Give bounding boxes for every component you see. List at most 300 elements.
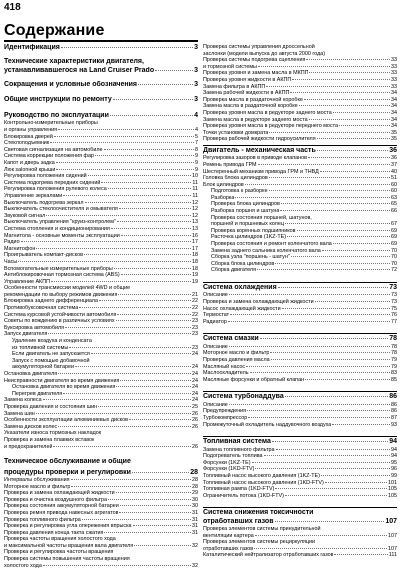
toc-page-number: 69 [391, 241, 397, 248]
toc-page-number: 107 [388, 532, 397, 539]
toc-page-number: 19 [192, 278, 198, 285]
toc-page-number: 63 [391, 194, 397, 201]
toc-page-number: 33 [391, 83, 397, 90]
toc-entry-title: Регулировка положения сидений [4, 173, 87, 180]
toc-page-number: 37 [391, 161, 397, 168]
toc-entry-title: Проверка давления конца такта сжатия [4, 529, 104, 536]
toc-entry [4, 563, 198, 570]
toc-page-number: 5 [195, 133, 198, 140]
toc-entry-title: Капот и дверь задка [4, 160, 55, 166]
toc-entry-title: Промежуточный охладитель наддувочного воздуха [203, 421, 332, 428]
toc-entry-title: Проверка состояния и ремонт коленчатого вала [211, 241, 332, 248]
toc-section-heading [4, 112, 198, 120]
toc-entry [4, 239, 198, 246]
toc-page-number: 105 [388, 492, 397, 499]
toc-entry-title: Запуск с помощью добавочной [12, 357, 90, 364]
toc-entry-title: Регулировка положения рулевого колеса [4, 186, 107, 193]
toc-entry [4, 397, 198, 404]
toc-entry-title: Замена фильтра в АКПП [203, 83, 266, 90]
toc-entry [4, 186, 198, 193]
dot-leader [250, 372, 390, 373]
dot-leader [292, 79, 390, 80]
toc-page-number: 24 [192, 351, 198, 358]
toc-entry [4, 252, 198, 259]
toc-page-number: 70 [391, 260, 397, 267]
toc-entry [203, 162, 397, 169]
toc-page-number: 33 [391, 70, 397, 77]
toc-page-number: 36 [391, 155, 397, 162]
toc-entry [203, 526, 397, 533]
dot-leader [119, 208, 191, 209]
dot-leader [71, 486, 191, 487]
toc-entry [203, 84, 397, 91]
dot-leader [309, 72, 390, 73]
spacer [203, 383, 397, 389]
dot-leader [308, 157, 390, 158]
toc-entry [203, 350, 397, 357]
toc-entry-title: Термостат [203, 312, 230, 319]
toc-entry [203, 473, 397, 480]
toc-entry-title: Проверка давления и состояния шин [4, 403, 98, 410]
toc-entry [203, 261, 397, 268]
toc-entry-title: Проверка топливного фильтра [4, 516, 81, 523]
toc-entry-title: Особенности эксплуатации алюминиевых дисков [4, 417, 128, 424]
toc-entry [4, 167, 198, 174]
toc-entry-title: Замена масла в раздаточной коробке [203, 103, 298, 110]
toc-page-number: 70 [391, 247, 397, 254]
page-title: Содержание [4, 22, 105, 39]
toc-entry-title: Проверка коренных подшипников [211, 227, 296, 234]
toc-page-number: 107 [385, 517, 397, 525]
dot-leader [53, 446, 191, 447]
toc-entry [4, 437, 198, 444]
toc-entry-title: Радио [4, 239, 20, 246]
toc-entry [203, 546, 397, 553]
dot-leader [264, 455, 390, 456]
dot-leader [254, 548, 387, 549]
toc-entry [203, 539, 397, 546]
toc-entry [4, 200, 198, 207]
toc-section-heading [203, 335, 397, 343]
toc-entry-title: Сборка узла "поршень - шатун" [211, 254, 290, 261]
toc-entry [203, 64, 397, 71]
dot-leader [334, 554, 387, 555]
toc-entry-title: Проверка ремня привода навесных агрегатов [4, 509, 119, 516]
dot-leader [58, 129, 194, 130]
dot-leader [270, 352, 390, 353]
dot-leader [297, 230, 390, 231]
dot-leader [229, 404, 390, 405]
toc-page-number: 3 [194, 81, 198, 89]
toc-entry [4, 497, 198, 504]
toc-entry-title: Проверка и замена охлаждающей жидкости [203, 299, 314, 305]
toc-entry [203, 201, 397, 208]
dot-leader [291, 256, 390, 257]
toc-entry-title: Сборка двигателя [211, 267, 256, 274]
toc-entry-title: Замена масла в редукторе заднего моста [203, 116, 308, 123]
toc-entry-title: Антиблокировочная тормозная система (ABS) [4, 272, 120, 279]
toc-page-number: 72 [391, 267, 397, 274]
toc-entry-title: Ремень привода ГРМ [203, 161, 257, 168]
toc-entry-title: Советы по вождению в различных условиях [4, 318, 115, 325]
dot-leader [228, 321, 390, 322]
toc-entry-title: Идентификация [4, 44, 60, 51]
toc-entry [203, 370, 397, 377]
dot-leader [258, 66, 390, 67]
toc-entry-title: Проверка масла в раздаточной коробке [203, 96, 303, 103]
dot-leader [121, 274, 191, 275]
dot-leader [117, 314, 191, 315]
toc-entry-title: Блокировка заднего дифференциала [4, 298, 99, 305]
toc-entry [203, 57, 397, 64]
toc-page-number: 28 [190, 468, 198, 476]
toc-entry [4, 219, 198, 226]
toc-entry [203, 97, 397, 104]
toc-entry [4, 259, 198, 266]
toc-entry-title: Интервалы обслуживания [4, 476, 70, 483]
toc-page-number: 35 [391, 129, 397, 136]
toc-entry [203, 248, 397, 255]
toc-page-number: 30 [192, 503, 198, 510]
toc-entry [203, 377, 397, 384]
toc-entry-title: Управление зеркалами [4, 192, 63, 199]
toc-entry-title: Насос охлаждающей жидкости [203, 305, 281, 312]
toc-entry [4, 477, 198, 484]
toc-page-number: 28 [192, 483, 198, 490]
dot-leader [321, 475, 390, 476]
toc-entry [4, 378, 198, 385]
toc-entry-title: аккумуляторной батареи [12, 364, 74, 371]
toc-entry [203, 402, 397, 409]
toc-entry-title: Система смазки [203, 335, 259, 343]
toc-page-number: 18 [192, 252, 198, 259]
toc-entry-title: Радиатор [203, 318, 227, 325]
dot-leader [133, 525, 191, 526]
toc-section-heading [203, 509, 397, 517]
toc-entry [4, 325, 198, 332]
dot-leader [275, 488, 387, 489]
toc-page-number: 22 [192, 305, 198, 312]
toc-entry-title: Световая сигнализация на автомобиле [4, 146, 103, 153]
dot-leader [272, 441, 388, 442]
dot-leader [230, 314, 390, 315]
toc-entry-title: Замена колеса [4, 397, 42, 404]
spacer [4, 104, 198, 110]
dot-leader [58, 426, 191, 427]
toc-page-number: 69 [391, 227, 397, 234]
dot-leader [258, 164, 390, 165]
toc-section-heading [4, 458, 198, 466]
toc-entry [4, 134, 198, 141]
toc-entry-title: Запуск двигателя [4, 331, 48, 338]
toc-entry [203, 299, 397, 306]
toc-entry [4, 358, 198, 365]
dot-leader [50, 142, 194, 143]
toc-entry [4, 417, 198, 424]
toc-page-number: 95 [391, 459, 397, 466]
dot-leader [21, 241, 191, 242]
toc-page-number: 24 [192, 390, 198, 397]
toc-entry [203, 493, 397, 500]
dot-leader [129, 419, 191, 420]
dot-leader [290, 92, 390, 93]
toc-page-number: 73 [391, 299, 397, 305]
toc-entry-title: Проигрыватель компакт-дисков [4, 252, 83, 259]
toc-entry [4, 312, 198, 319]
toc-entry [4, 331, 198, 338]
toc-entry [203, 221, 397, 228]
dot-leader [91, 353, 191, 354]
toc-page-number: 28 [192, 476, 198, 483]
toc-entry [203, 155, 397, 162]
toc-page-number: 66 [391, 208, 397, 215]
toc-entry-title: Технические характеристики двигателя, [4, 58, 144, 66]
dot-leader [333, 112, 390, 113]
toc-entry-title: Форсунки (1KD-FTV) [203, 466, 255, 473]
dot-leader [119, 512, 191, 513]
toc-page-number: 94 [391, 453, 397, 460]
toc-page-number: 23 [192, 344, 198, 351]
toc-page-number: 8 [195, 146, 198, 153]
toc-page-number: 85 [391, 376, 397, 383]
spacer [203, 325, 397, 331]
toc-page-number: 30 [192, 496, 198, 503]
toc-entry-title: Перегрев двигателя [12, 390, 63, 397]
toc-entry-title: Описание [203, 401, 228, 408]
toc-page-number: 79 [391, 363, 397, 370]
toc-entry-title: Головка блока цилиндров [203, 175, 268, 182]
toc-entry [203, 312, 397, 319]
dot-leader [266, 86, 390, 87]
toc-entry [203, 533, 397, 540]
toc-entry [203, 241, 397, 248]
toc-entry [203, 552, 397, 559]
toc-left-column [4, 44, 198, 569]
toc-entry [203, 70, 397, 77]
dot-leader [255, 468, 390, 469]
toc-page-number: 34 [391, 90, 397, 97]
toc-entry-title: Система отопления и кондиционирования [4, 225, 110, 232]
toc-page-number: 96 [391, 466, 397, 473]
toc-page-number: 70 [391, 254, 397, 261]
toc-page-number: 24 [192, 377, 198, 384]
toc-entry-title: Турбокомпрессор [203, 414, 248, 421]
toc-entry [4, 384, 198, 391]
toc-entry [4, 285, 198, 292]
toc-entry-title: отработавших газов [203, 517, 274, 525]
dot-leader [280, 210, 390, 211]
toc-entry-title: Остановка двигателя во время движения [12, 384, 116, 391]
toc-page-number: 33 [391, 63, 397, 70]
dot-leader [58, 373, 191, 374]
dot-leader [108, 499, 191, 500]
toc-page-number: 86 [389, 393, 397, 401]
toc-page-number: 86 [391, 401, 397, 408]
toc-entry-title: Проверка и очистка воздушного фильтра [4, 496, 108, 503]
toc-entry [203, 480, 397, 487]
toc-entry [4, 226, 198, 233]
toc-page-number: 26 [192, 410, 198, 417]
toc-entry-title: Проверка блока цилиндров [211, 201, 280, 208]
toc-page-number: 35 [391, 136, 397, 143]
dot-leader [275, 263, 390, 264]
dot-leader [95, 155, 194, 156]
toc-entry [4, 298, 198, 305]
toc-page-number: 19 [192, 272, 198, 279]
toc-entry-title: Система коррекции положения фар [4, 153, 94, 160]
toc-page-number: 26 [192, 443, 198, 450]
toc-page-number: 25 [192, 403, 198, 410]
dot-leader [120, 380, 191, 381]
toc-entry [4, 120, 198, 127]
toc-page-number: 31 [192, 509, 198, 516]
toc-page-number: 12 [192, 199, 198, 206]
toc-page-number: 101 [388, 479, 397, 486]
toc-entry-title: Проверка системы подогрева сцепления [203, 57, 306, 64]
toc-page-number: 32 [192, 562, 198, 569]
toc-entry-title: и органы управления [4, 127, 58, 134]
toc-entry [203, 182, 397, 189]
toc-entry-title: Замена дисков колес [4, 423, 58, 430]
toc-entry [4, 140, 198, 147]
toc-entry-title: Система снижения токсичности [203, 509, 314, 517]
toc-entry-title: Руководство по эксплуатации [4, 112, 109, 120]
toc-entry [203, 292, 397, 299]
toc-entry [4, 266, 198, 273]
toc-entry-title: Проверка и замена охлаждающей жидкости [4, 490, 115, 497]
toc-entry [4, 318, 198, 325]
toc-entry-title: Вспомогательные измерительные приборы [4, 265, 113, 272]
toc-entry-title: Блокировка дверей [4, 133, 53, 140]
toc-entry [4, 510, 198, 517]
toc-entry-title: Разборка [211, 194, 235, 201]
toc-entry-title: Описание [203, 343, 228, 350]
toc-entry-title: и максимальной частоты вращения вала двигателя [4, 542, 134, 549]
toc-entry [4, 153, 198, 160]
toc-page-number: 23 [192, 318, 198, 325]
dot-leader [134, 545, 191, 546]
dot-leader [120, 505, 191, 506]
toc-page-number: 9 [195, 166, 198, 173]
toc-entry-title: Выключатель подогрева зеркал [4, 199, 84, 206]
toc-entry [4, 305, 198, 312]
section-divider [203, 333, 397, 334]
toc-entry [203, 90, 397, 97]
toc-entry [203, 466, 397, 473]
toc-page-number: 40 [391, 168, 397, 175]
toc-page-number: 22 [192, 311, 198, 318]
dot-leader [69, 347, 191, 348]
toc-entry [4, 193, 198, 200]
toc-page-number: 105 [388, 486, 397, 493]
toc-section-heading [4, 81, 198, 89]
toc-entry [203, 215, 397, 222]
toc-page-number: 17 [192, 239, 198, 246]
toc-entry-title: Топливный насос высокого давления (1KZ-TE) [203, 472, 320, 479]
toc-entry-title: Замена шин [4, 410, 35, 417]
toc-entry [4, 338, 198, 345]
toc-entry-title: Управление АКПП [4, 278, 50, 285]
toc-entry-title: Система охлаждения [203, 284, 277, 291]
dot-leader [287, 236, 390, 237]
toc-page-number: 60 [391, 181, 397, 188]
toc-entry-title: Система подогрева передних сидений [4, 179, 101, 186]
dot-leader [111, 228, 191, 229]
toc-entry-title: Точки установки домкрата [203, 129, 269, 136]
dot-leader [304, 99, 390, 100]
dot-leader [257, 269, 390, 270]
toc-entry-title: Звуковой сигнал [4, 212, 46, 219]
dot-leader [247, 410, 390, 411]
toc-entry-title: Проверка и замена плавких вставок [4, 436, 95, 443]
toc-page-number: 7 [195, 140, 198, 147]
toc-entry-title: Магнитола - основные моменты эксплуатации [4, 232, 120, 239]
toc-entry [4, 292, 198, 299]
toc-section-heading [4, 58, 198, 66]
dot-leader [71, 479, 191, 480]
dot-leader [229, 294, 390, 295]
toc-entry-title: Выключатель управления "круиз-контролем" [4, 219, 116, 226]
toc-entry [4, 543, 198, 550]
toc-entry-title: Проверка уровня и замена масла в МКПП [203, 70, 309, 77]
toc-entry-title: Проверка и регулировка угла опережения впрыска [4, 523, 132, 530]
toc-entry [4, 345, 198, 352]
toc-entry [4, 430, 198, 437]
toc-page-number: 12 [192, 206, 198, 213]
toc-entry [4, 213, 198, 220]
toc-page-number: 4 [194, 112, 198, 120]
toc-section-heading [203, 393, 397, 401]
dot-leader [75, 366, 191, 367]
toc-entry [203, 228, 397, 235]
toc-page-number: 26 [192, 417, 198, 424]
toc-entry [4, 233, 198, 240]
toc-entry [4, 371, 198, 378]
dot-leader [63, 393, 191, 394]
title-rule [4, 40, 198, 42]
toc-page-number: 26 [192, 423, 198, 430]
toc-entry-title: Замена заднего сальника коленчатого вала [211, 247, 321, 254]
toc-entry [203, 306, 397, 313]
spacer [203, 274, 397, 280]
toc-page-number: 67 [391, 221, 397, 228]
toc-entry [4, 279, 198, 286]
dot-leader [315, 301, 390, 302]
dot-leader [269, 190, 390, 191]
toc-entry-title: Общие инструкции по ремонту [4, 95, 112, 103]
toc-entry [203, 77, 397, 84]
toc-entry-title: Буксировка автомобиля [4, 324, 65, 331]
dot-leader [248, 417, 390, 418]
toc-entry [203, 188, 397, 195]
toc-entry [203, 486, 397, 493]
page-number: 418 [4, 2, 21, 13]
toc-page-number: 51 [391, 175, 397, 182]
toc-entry [203, 136, 397, 143]
toc-entry [4, 424, 198, 431]
toc-page-number: 93 [391, 421, 397, 428]
toc-section-heading [4, 469, 198, 477]
toc-page-number: 77 [391, 318, 397, 325]
dot-leader [99, 300, 191, 301]
toc-entry-title: Ограничитель потока (1KD-FTV) [203, 492, 284, 499]
toc-page-number: 11 [192, 192, 198, 199]
spacer [203, 428, 397, 434]
dot-leader [88, 175, 191, 176]
toc-entry [4, 523, 198, 530]
dot-leader [98, 406, 191, 407]
toc-page-number: 34 [391, 96, 397, 103]
